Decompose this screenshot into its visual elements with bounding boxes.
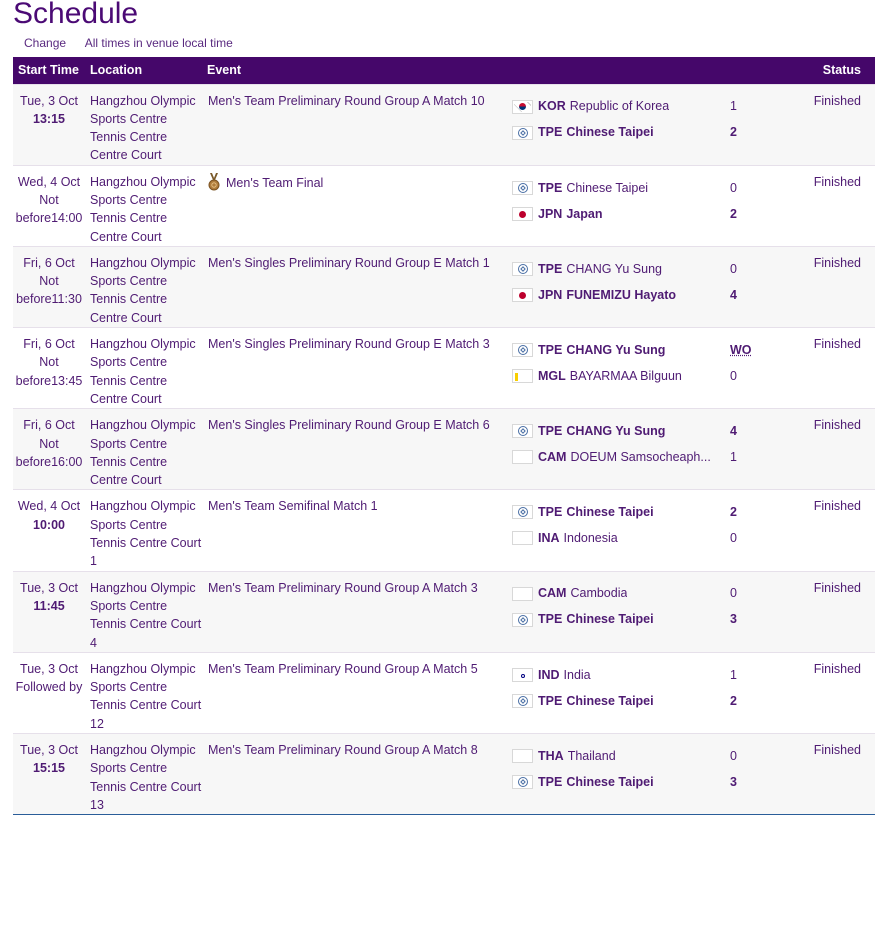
score-value: 0: [730, 748, 737, 763]
score-cell: [730, 328, 800, 409]
start-date: Tue, 3 Oct: [20, 743, 78, 757]
location-cell: Hangzhou Olympic Sports Centre Tennis Centre Centre Court: [90, 93, 196, 163]
status-cell: Finished: [813, 743, 861, 757]
country-code[interactable]: INA: [538, 531, 560, 546]
country-flag-icon: [512, 262, 533, 276]
score-cell: [730, 490, 800, 571]
competitor-name[interactable]: Indonesia: [563, 531, 618, 546]
country-code[interactable]: JPN: [538, 287, 563, 302]
score-value: 3: [730, 774, 737, 789]
competitor[interactable]: [512, 94, 730, 120]
country-code[interactable]: KOR: [538, 99, 566, 114]
country-code[interactable]: TPE: [538, 424, 563, 439]
competitor-name[interactable]: CHANG Yu Sung: [566, 424, 666, 439]
competitor-name[interactable]: Japan: [566, 206, 603, 221]
competitor-score: [730, 607, 800, 633]
country-code[interactable]: TPE: [538, 342, 563, 357]
competitor-score: [730, 94, 800, 120]
competitor-name[interactable]: FUNEMIZU Hayato: [566, 287, 677, 302]
score-value: 1: [730, 99, 737, 114]
event-cell[interactable]: [202, 409, 510, 490]
competitors-cell: [510, 165, 730, 246]
competitor[interactable]: [512, 175, 730, 201]
event-cell[interactable]: [202, 84, 510, 165]
header-competitors: [510, 57, 730, 84]
event-name[interactable]: Men's Team Semifinal Match 1: [208, 499, 378, 514]
country-flag-icon: [512, 100, 533, 114]
start-time: Not before13:45: [15, 355, 83, 388]
event-cell[interactable]: [202, 165, 510, 246]
table-row[interactable]: [13, 652, 875, 733]
table-header-row: [13, 57, 875, 84]
score-value: 1: [730, 450, 737, 465]
score-cell: [730, 409, 800, 490]
table-row[interactable]: [13, 409, 875, 490]
header-status: Status: [822, 63, 861, 78]
event-name[interactable]: Men's Singles Preliminary Round Group E Match 3: [208, 337, 490, 352]
competitor-name[interactable]: Cambodia: [570, 586, 628, 601]
schedule-subbar: [24, 36, 249, 50]
status-cell: Finished: [813, 499, 861, 514]
start-time: Not before14:00: [15, 192, 83, 226]
competitor[interactable]: [512, 363, 730, 389]
bronze-medal-icon: [208, 173, 220, 191]
walkover-score: WO: [730, 342, 752, 357]
start-time-cell: [13, 571, 85, 652]
start-time-cell: [13, 246, 85, 327]
competitor-score: [730, 201, 800, 227]
competitor-score: [730, 743, 800, 769]
country-code[interactable]: TPE: [538, 693, 563, 708]
competitor[interactable]: [512, 337, 730, 363]
status-cell: Finished: [813, 174, 861, 189]
schedule-table: [13, 57, 875, 815]
competitor[interactable]: [512, 201, 730, 227]
location-cell: Hangzhou Olympic Sports Centre Tennis Centre Centre Court: [90, 174, 196, 244]
competitor-score: [730, 581, 800, 607]
table-row[interactable]: [13, 571, 875, 652]
competitor-score: [730, 525, 800, 551]
location-cell: Hangzhou Olympic Sports Centre Tennis Centre Court 12: [90, 661, 202, 731]
competitor-name[interactable]: BAYARMAA Bilguun: [569, 368, 682, 383]
event-cell[interactable]: [202, 490, 510, 571]
country-code[interactable]: JPN: [538, 206, 563, 221]
competitor-name[interactable]: Thailand: [567, 748, 616, 763]
country-code[interactable]: TPE: [538, 180, 563, 195]
country-flag-icon: [512, 126, 533, 140]
competitor-score: [730, 688, 800, 714]
country-code[interactable]: IND: [538, 667, 560, 682]
country-code[interactable]: CAM: [538, 450, 567, 465]
competitor-name[interactable]: India: [563, 667, 591, 682]
event-cell[interactable]: [202, 571, 510, 652]
country-code[interactable]: TPE: [538, 261, 563, 276]
competitor-score: [730, 175, 800, 201]
start-date: Fri, 6 Oct: [23, 255, 75, 270]
score-cell: [730, 84, 800, 165]
score-value: 2: [730, 505, 737, 520]
change-timezone-link[interactable]: Change: [24, 36, 67, 50]
country-code[interactable]: CAM: [538, 586, 567, 601]
competitor-score: [730, 662, 800, 688]
page-title: Schedule: [13, 0, 139, 30]
country-code[interactable]: TPE: [538, 774, 563, 789]
country-flag-icon: [512, 694, 533, 708]
start-time-cell: [13, 328, 85, 409]
country-flag-icon: [512, 207, 533, 221]
event-name[interactable]: Men's Team Preliminary Round Group A Match 10: [208, 93, 485, 108]
location-cell: Hangzhou Olympic Sports Centre Tennis Centre Centre Court: [90, 418, 196, 488]
start-time: Not before16:00: [15, 436, 83, 469]
header-score: [730, 57, 800, 84]
start-date: Tue, 3 Oct: [20, 661, 78, 676]
competitor-name[interactable]: DOEUM Samsocheaph...: [570, 450, 711, 465]
competitor[interactable]: [512, 120, 730, 146]
header-location: Location: [90, 63, 143, 78]
competitor-name[interactable]: Chinese Taipei: [566, 612, 654, 627]
country-flag-icon: [512, 505, 533, 519]
event-name[interactable]: Men's Singles Preliminary Round Group E Match 6: [208, 418, 490, 433]
location-cell: Hangzhou Olympic Sports Centre Tennis Centre Court 13: [90, 743, 202, 812]
status-cell: Finished: [813, 337, 861, 352]
start-date: Tue, 3 Oct: [20, 580, 78, 595]
status-cell: Finished: [813, 418, 861, 433]
score-value: 0: [730, 586, 737, 601]
competitor-score: [730, 120, 800, 146]
start-time-cell: [13, 409, 85, 490]
country-flag-icon: [512, 587, 533, 601]
competitor[interactable]: [512, 688, 730, 714]
country-flag-icon: [512, 369, 533, 383]
competitor-score: [730, 337, 800, 363]
score-value: 0: [730, 531, 737, 546]
competitor-score: [730, 363, 800, 389]
country-code[interactable]: TPE: [538, 125, 563, 140]
event-name[interactable]: Men's Team Preliminary Round Group A Match 5: [208, 661, 478, 676]
timezone-note: All times in venue local time: [84, 36, 233, 50]
start-date: Tue, 3 Oct: [20, 93, 78, 108]
score-value: 0: [730, 261, 737, 276]
competitors-cell: [510, 490, 730, 571]
score-value: 2: [730, 125, 737, 140]
score-cell: [730, 652, 800, 733]
start-date: Wed, 4 Oct: [17, 499, 81, 514]
country-code[interactable]: MGL: [538, 368, 566, 383]
start-time-cell: [13, 490, 85, 571]
competitor-name[interactable]: Chinese Taipei: [566, 180, 649, 195]
country-flag-icon: [512, 668, 533, 682]
status-cell: Finished: [813, 93, 861, 108]
start-time-cell: [13, 652, 85, 733]
score-cell: [730, 571, 800, 652]
score-value: 2: [730, 206, 737, 221]
competitor[interactable]: [512, 499, 730, 525]
competitors-cell: [510, 328, 730, 409]
score-value: 0: [730, 368, 737, 383]
header-start-time: Start Time: [18, 63, 79, 78]
table-row[interactable]: [13, 734, 875, 815]
competitor-score: [730, 418, 800, 444]
competitors-cell: [510, 246, 730, 327]
country-flag-icon: [512, 343, 533, 357]
start-date: Wed, 4 Oct: [17, 174, 81, 189]
table-row[interactable]: [13, 165, 875, 246]
competitor-name[interactable]: CHANG Yu Sung: [566, 261, 662, 276]
score-value: 3: [730, 612, 737, 627]
competitor[interactable]: [512, 418, 730, 444]
competitors-cell: [510, 652, 730, 733]
competitor[interactable]: [512, 444, 730, 470]
competitor-score: [730, 444, 800, 470]
start-time-cell: [13, 734, 85, 815]
competitor-name[interactable]: Republic of Korea: [569, 99, 670, 114]
start-time: Not before11:30: [16, 274, 82, 307]
start-time: 15:15: [33, 761, 65, 776]
start-time: 13:15: [33, 111, 65, 126]
competitor-score: [730, 256, 800, 282]
score-cell: [730, 165, 800, 246]
start-date: Fri, 6 Oct: [23, 337, 75, 352]
status-cell: Finished: [813, 580, 861, 595]
start-time-cell: [13, 84, 85, 165]
start-date: Fri, 6 Oct: [23, 418, 75, 433]
event-name[interactable]: Men's Singles Preliminary Round Group E Match 1: [208, 255, 490, 270]
competitor[interactable]: [512, 581, 730, 607]
score-value: 4: [730, 287, 737, 302]
country-flag-icon: [512, 749, 533, 763]
country-code[interactable]: THA: [538, 748, 564, 763]
competitor[interactable]: [512, 256, 730, 282]
competitor[interactable]: [512, 282, 730, 308]
event-name[interactable]: Men's Team Final: [226, 175, 324, 190]
country-flag-icon: [512, 450, 533, 464]
score-value: 0: [730, 180, 737, 195]
competitor-score: [730, 499, 800, 525]
country-flag-icon: [512, 531, 533, 545]
score-value: 4: [730, 424, 737, 439]
location-cell: Hangzhou Olympic Sports Centre Tennis Centre Centre Court: [90, 337, 196, 406]
start-time: 11:45: [33, 598, 65, 613]
competitor[interactable]: [512, 662, 730, 688]
competitor-name[interactable]: Chinese Taipei: [566, 125, 654, 140]
event-cell[interactable]: [202, 652, 510, 733]
table-row[interactable]: [13, 328, 875, 409]
event-cell[interactable]: [202, 328, 510, 409]
location-cell: Hangzhou Olympic Sports Centre Tennis Centre Centre Court: [90, 255, 196, 325]
status-cell: Finished: [813, 661, 861, 676]
competitor[interactable]: [512, 525, 730, 551]
table-row[interactable]: [13, 490, 875, 571]
competitors-cell: [510, 84, 730, 165]
country-flag-icon: [512, 424, 533, 438]
competitor-name[interactable]: CHANG Yu Sung: [566, 342, 666, 357]
location-cell: Hangzhou Olympic Sports Centre Tennis Centre Court 1: [90, 499, 202, 569]
competitors-cell: [510, 734, 730, 815]
competitor[interactable]: [512, 607, 730, 633]
start-time: 10:00: [33, 517, 65, 532]
start-time: Followed by: [15, 680, 83, 695]
table-row[interactable]: [13, 84, 875, 165]
competitor-name[interactable]: Chinese Taipei: [566, 774, 654, 789]
score-value: 1: [730, 667, 737, 682]
competitor-name[interactable]: Chinese Taipei: [566, 693, 654, 708]
event-name[interactable]: Men's Team Preliminary Round Group A Match 3: [208, 580, 478, 595]
competitor-name[interactable]: Chinese Taipei: [566, 505, 654, 520]
country-flag-icon: [512, 288, 533, 302]
table-row[interactable]: [13, 246, 875, 327]
start-time-cell: [13, 165, 85, 246]
country-code[interactable]: TPE: [538, 505, 563, 520]
status-cell: Finished: [813, 255, 861, 270]
competitor-score: [730, 282, 800, 308]
competitor[interactable]: [512, 743, 730, 769]
country-code[interactable]: TPE: [538, 612, 563, 627]
country-flag-icon: [512, 775, 533, 789]
event-cell[interactable]: [202, 246, 510, 327]
score-cell: [730, 734, 800, 815]
country-flag-icon: [512, 181, 533, 195]
score-value: 2: [730, 693, 737, 708]
header-event: Event: [207, 63, 242, 78]
event-cell[interactable]: [202, 734, 510, 815]
country-flag-icon: [512, 613, 533, 627]
location-cell: Hangzhou Olympic Sports Centre Tennis Centre Court 4: [90, 580, 202, 650]
competitors-cell: [510, 409, 730, 490]
competitors-cell: [510, 571, 730, 652]
event-name[interactable]: Men's Team Preliminary Round Group A Match 8: [208, 743, 478, 757]
competitor-score: [730, 769, 800, 795]
score-cell: [730, 246, 800, 327]
competitor[interactable]: [512, 769, 730, 795]
